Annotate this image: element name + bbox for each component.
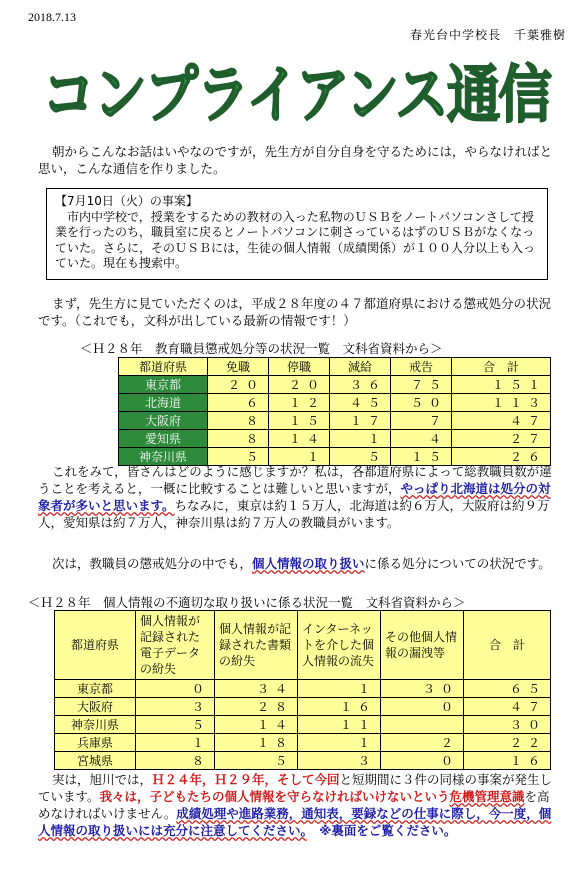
table-cell: ２ <box>381 734 464 752</box>
table-cell: １ <box>136 734 215 752</box>
table-cell: ３６ <box>330 376 391 394</box>
table-cell: ０ <box>381 752 464 770</box>
staff-counts-text: ちなみに，東京は約１５万人，北海道は約６万人，大阪府は約９万人，愛知県は約７万人，神奈川県は約７万人の教職員がいます。 <box>38 498 550 530</box>
table-cell: １ <box>330 430 391 448</box>
table-cell: 兵庫県 <box>55 734 136 752</box>
table-cell: ５ <box>215 752 298 770</box>
table-cell: １４ <box>269 430 330 448</box>
table-cell: ３ <box>298 752 381 770</box>
incident-body: 市内中学校で，授業をするための教材の入った私物のＵＳＢをノートパソコンさして授業を行ったのち，職員室に戻るとノートパソコンに刺さっているはずのＵＳＢがなくなっていた。さらに，そのＵＳＢには，生徒の個人情報（成績関係）が１００人分以上も入っていた。現在も捜索中。 <box>55 209 536 270</box>
table-cell: ８ <box>208 430 269 448</box>
table-cell: ８ <box>208 412 269 430</box>
table-row <box>55 734 551 752</box>
table-cell: ４７ <box>464 698 551 716</box>
author-line: 春光台中学校長 千葉雅樹 <box>409 28 566 42</box>
discipline-table <box>118 357 551 466</box>
table-cell: 宮城県 <box>55 752 136 770</box>
table-header: 個人情報が記録された電子データの紛失 <box>136 611 215 680</box>
table-header: 免職 <box>208 358 269 376</box>
table-row <box>119 394 551 412</box>
table-cell: ０ <box>136 680 215 698</box>
intro-paragraph: 朝からこんなお話はいやなのですが，先生方が自分自身を守るためには，やらなければと思い，こんな通信を作りました。 <box>38 144 553 176</box>
conclusion-text: 実は，旭川では， <box>52 772 153 787</box>
table-cell: 愛知県 <box>119 430 208 448</box>
table-cell: ８ <box>136 752 215 770</box>
table-cell: ５ <box>208 448 269 466</box>
privacy-emphasis: 個人情報の取り扱い <box>252 556 365 571</box>
table-cell: 大阪府 <box>55 698 136 716</box>
table-cell: １８ <box>215 734 298 752</box>
table-cell: １ <box>298 680 381 698</box>
discipline-intro-paragraph: まず，先生方に見ていただくのは，平成２８年度の４７都道府県における懲戒処分の状況です。（これでも，文科が出している最新の情報です！） <box>38 296 552 328</box>
table-row <box>55 752 551 770</box>
table-row <box>55 680 551 698</box>
table-header: 個人情報が記録された書類の紛失 <box>215 611 298 680</box>
table-cell: ４ <box>391 430 452 448</box>
table-cell: 神奈川県 <box>119 448 208 466</box>
table-header-row <box>119 358 551 376</box>
conclusion-text-3: を高めなければいけません。 <box>38 789 550 821</box>
table-cell: ４７ <box>452 412 551 430</box>
table-cell: ２６ <box>452 448 551 466</box>
table-row <box>119 412 551 430</box>
table-row <box>119 430 551 448</box>
table-header: 戒告 <box>391 358 452 376</box>
table-cell: １５１ <box>452 376 551 394</box>
table-cell: ２８ <box>215 698 298 716</box>
table-cell: 神奈川県 <box>55 716 136 734</box>
analysis-paragraph <box>38 463 560 531</box>
privacy-intro-tail: に係る処分についての状況です。 <box>364 556 551 571</box>
table-cell: ５０ <box>391 394 452 412</box>
table-header: 減給 <box>330 358 391 376</box>
table-header: 停職 <box>269 358 330 376</box>
protect-emphasis: 我々は，子どもたちの個人情報を守らなければいけないという <box>99 789 450 804</box>
privacy-intro-text: 次は，教職員の懲戒処分の中でも， <box>52 556 253 571</box>
table-header: インターネットを介した個人情報の流失 <box>298 611 381 680</box>
table-cell: １７ <box>330 412 391 430</box>
table-row <box>55 716 551 734</box>
table-cell: 大阪府 <box>119 412 208 430</box>
table-cell: ７５ <box>391 376 452 394</box>
table-cell: １６ <box>298 698 381 716</box>
hokkaido-emphasis: やっぱり北海道は処分の対象者が多いと思います。 <box>38 481 551 513</box>
table-cell: ３４ <box>215 680 298 698</box>
table-cell: １４ <box>215 716 298 734</box>
table-cell: ４５ <box>330 394 391 412</box>
table-cell: 東京都 <box>55 680 136 698</box>
issue-date: 2018.7.13 <box>28 10 76 24</box>
privacy-intro-paragraph <box>38 555 560 572</box>
table1-caption: ＜Ｈ２８年 教育職員懲戒処分等の状況一覧 文科省資料から＞ <box>80 341 443 356</box>
incident-heading: 【7月10日（火）の事案】 <box>55 194 198 208</box>
table-cell: １５ <box>391 448 452 466</box>
table-cell: ２０ <box>208 376 269 394</box>
table-cell: ２２ <box>464 734 551 752</box>
conclusion-paragraph <box>38 771 560 839</box>
analysis-text: これをみて，皆さんはどのように感じますか？私は，各都道府県によって総教職員数が違うことを考えると，一概に比較することは難しいと思いますが， <box>38 464 552 496</box>
privacy-table <box>54 610 551 770</box>
table-cell: １ <box>298 734 381 752</box>
table-cell: １２ <box>269 394 330 412</box>
newsletter-title <box>36 50 556 132</box>
title-text: コンプライアンス通信 <box>42 58 552 131</box>
table-cell: ２０ <box>269 376 330 394</box>
incident-box <box>46 188 548 280</box>
table-cell: ６５ <box>464 680 551 698</box>
table-cell: １５ <box>269 412 330 430</box>
table-cell: ３０ <box>381 680 464 698</box>
title-graphic <box>36 50 556 132</box>
table-cell: １６ <box>464 752 551 770</box>
table-header-row <box>55 611 551 680</box>
see-back-note: ※裏面をご覧ください。 <box>306 823 457 838</box>
caution-emphasis: 成績処理や進路業務，通知表，要録などの仕事に際し，今一度，個人情報の取り扱いには充分に注意してください。 <box>38 806 552 838</box>
table-cell: ７ <box>391 412 452 430</box>
table2-caption: ＜Ｈ２８年 個人情報の不適切な取り扱いに係る状況一覧 文科省資料から＞ <box>28 595 466 610</box>
table-cell: ３０ <box>464 716 551 734</box>
table-cell: ５ <box>330 448 391 466</box>
table-header: 合 計 <box>464 611 551 680</box>
table-cell: １ <box>269 448 330 466</box>
table-header: その他個人情報の漏洩等 <box>381 611 464 680</box>
table-header: 都道府県 <box>119 358 208 376</box>
table-header: 都道府県 <box>55 611 136 680</box>
incident-years-emphasis: Ｈ２４年，Ｈ２９年，そして今回 <box>152 772 340 787</box>
table-cell: ０ <box>381 698 464 716</box>
table-cell: 北海道 <box>119 394 208 412</box>
table-cell: ６ <box>208 394 269 412</box>
table-row <box>55 698 551 716</box>
table-header: 合 計 <box>452 358 551 376</box>
table-cell: １１３ <box>452 394 551 412</box>
table-cell <box>381 716 464 734</box>
table-cell: ５ <box>136 716 215 734</box>
table-cell: １１ <box>298 716 381 734</box>
table-cell: 東京都 <box>119 376 208 394</box>
crisis-awareness-emphasis: 危機管理意識 <box>449 789 525 804</box>
table-row <box>119 376 551 394</box>
table-cell: ３ <box>136 698 215 716</box>
conclusion-text-2: と短期間に３件の同様の事案が発生しています。 <box>38 772 553 804</box>
table-cell: ２７ <box>452 430 551 448</box>
